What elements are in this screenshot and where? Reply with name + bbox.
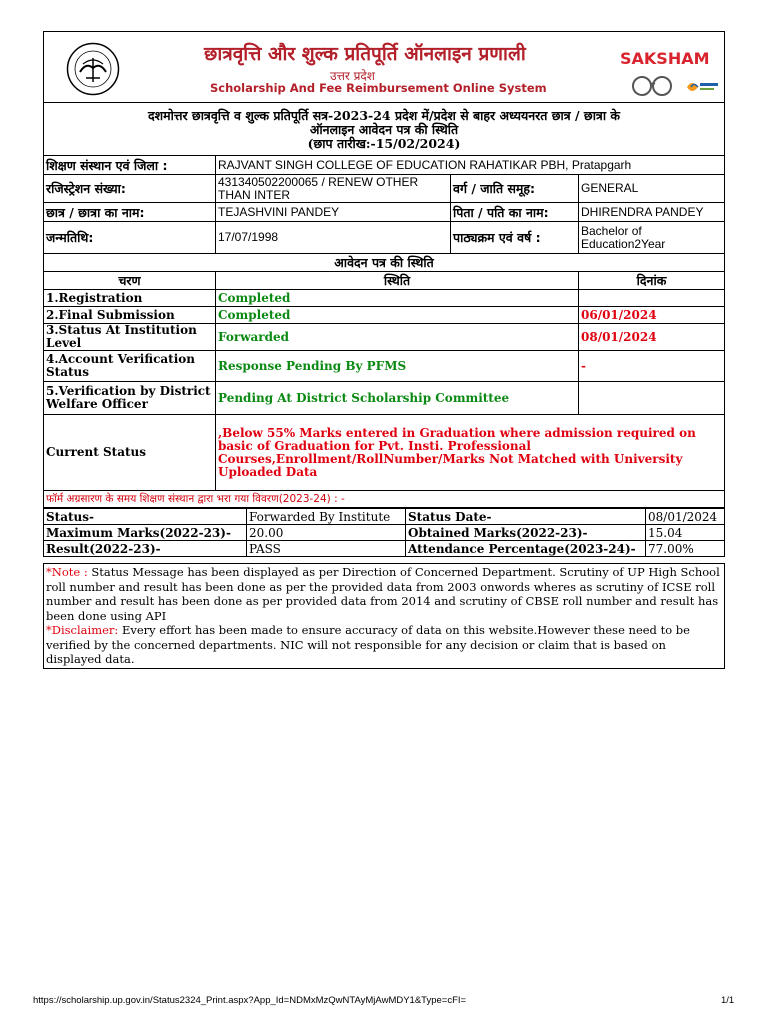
student-name-label: छात्र / छात्रा का नाम: (44, 203, 216, 222)
table-row (44, 324, 725, 351)
course-label: पाठ्यक्रम एवं वर्ष : (451, 222, 579, 254)
page-header (43, 31, 725, 102)
status-value: Forwarded By Institute (247, 509, 406, 525)
status-date-label: Status Date- (406, 509, 646, 525)
attendance-value: 77.00% (646, 541, 725, 557)
current-status-value: ,Below 55% Marks entered in Graduation where admission required on basic of Graduation for Pvt. Insti. Professional Courses,Enrollment/RollNumber/Marks Not Matched with University Uploaded Data (216, 415, 725, 491)
status-date-value: 08/01/2024 (646, 509, 725, 525)
stage-date (579, 382, 725, 415)
print-url-footer: https://scholarship.up.gov.in/Status2324_Print.aspx?App_Id=NDMxMzQwNTAyMjAwMDY1&Type=cFI= (33, 995, 467, 1006)
table-row (44, 541, 725, 557)
application-status-heading (43, 102, 725, 155)
stage-status: Completed (216, 290, 579, 307)
stage-label: 5.Verification by District Welfare Officer (44, 382, 216, 415)
column-header-date: दिनांक (579, 272, 725, 290)
table-row (44, 272, 725, 290)
heading-line-2: ऑनलाइन आवेदन पत्र की स्थिति (309, 122, 459, 137)
header-title-hindi: छात्रवृत्ति और शुल्क प्रतिपूर्ति ऑनलाइन प्रणाली (204, 43, 526, 65)
status-section-title: आवेदन पत्र की स्थिति (44, 254, 725, 272)
stage-date: 08/01/2024 (579, 324, 725, 351)
institute-label: शिक्षण संस्थान एवं जिला : (44, 156, 216, 175)
table-row (44, 307, 725, 324)
table-row (44, 290, 725, 307)
document-frame (43, 31, 725, 669)
institution-details-table (43, 508, 725, 557)
father-name-value: DHIRENDRA PANDEY (579, 203, 725, 222)
obtained-marks-label: Obtained Marks(2022-23)- (406, 525, 646, 541)
table-row (44, 351, 725, 382)
heading-line-1: दशमोत्तर छात्रवृत्ति व शुल्क प्रतिपूर्ति सत्र-2023-24 प्रदेश में/प्रदेश से बाहर अध्ययनरत छात्र / छात्रा के (147, 108, 621, 123)
institute-value: RAJVANT SINGH COLLEGE OF EDUCATION RAHATIKAR PBH, Pratapgarh (216, 156, 725, 175)
disclaimer-text: Every effort has been made to ensure accuracy of data on this website.However these need to be verified by the concerned departments. NIC will not responsible for any decision or claim that is based on displayed data. (46, 623, 690, 666)
registration-value: 431340502200065 / RENEW OTHER THAN INTER (216, 175, 451, 203)
stage-date: 06/01/2024 (579, 307, 725, 324)
column-header-status: स्थिति (216, 272, 579, 290)
table-row (44, 254, 725, 272)
table-row (44, 382, 725, 415)
note-label: *Note : (46, 565, 88, 579)
table-row (44, 525, 725, 541)
notes-box (43, 563, 725, 669)
table-row (44, 175, 725, 203)
table-row (44, 156, 725, 175)
father-name-label: पिता / पति का नाम: (451, 203, 579, 222)
table-row (44, 222, 725, 254)
stage-status: Response Pending By PFMS (216, 351, 579, 382)
table-row (44, 203, 725, 222)
disclaimer-label: *Disclaimer: (46, 623, 119, 637)
result-value: PASS (247, 541, 406, 557)
category-value: GENERAL (579, 175, 725, 203)
stage-status: Completed (216, 307, 579, 324)
attendance-label: Attendance Percentage(2023-24)- (406, 541, 646, 557)
header-subtitle: Scholarship And Fee Reimbursement Online System (210, 81, 547, 95)
stage-label: 1.Registration (44, 290, 216, 307)
form-forwarding-header: फॉर्म अग्रसारण के समय शिक्षण संस्थान द्वारा भरा गया विवरण(2023-24) : - (43, 491, 725, 508)
stage-label: 4.Account Verification Status (44, 351, 216, 382)
max-marks-value: 20.00 (247, 525, 406, 541)
stage-status: Pending At District Scholarship Committee (216, 382, 579, 415)
obtained-marks-value: 15.04 (646, 525, 725, 541)
category-label: वर्ग / जाति समूह: (451, 175, 579, 203)
stage-status: Forwarded (216, 324, 579, 351)
course-value: Bachelor of Education2Year (579, 222, 725, 254)
digital-india-logo-icon (684, 77, 720, 97)
dob-value: 17/07/1998 (216, 222, 451, 254)
current-status-label: Current Status (44, 415, 216, 491)
stage-date (579, 290, 725, 307)
table-row (44, 415, 725, 491)
stage-date: - (579, 351, 725, 382)
registration-label: रजिस्ट्रेशन संख्या: (44, 175, 216, 203)
page-number: 1/1 (721, 995, 735, 1006)
student-name-value: TEJASHVINI PANDEY (216, 203, 451, 222)
status-label: Status- (44, 509, 247, 525)
stage-label: 2.Final Submission (44, 307, 216, 324)
print-date: (छाप तारीख:-15/02/2024) (307, 136, 461, 151)
header-state: उत्तर प्रदेश (330, 69, 375, 83)
max-marks-label: Maximum Marks(2022-23)- (44, 525, 247, 541)
application-details-table (43, 155, 725, 491)
column-header-stage: चरण (44, 272, 216, 290)
saksham-brand: SAKSHAM (620, 49, 710, 68)
swachh-glasses-icon (628, 72, 678, 98)
stage-label: 3.Status At Institution Level (44, 324, 216, 351)
dob-label: जन्मतिथि: (44, 222, 216, 254)
result-label: Result(2022-23)- (44, 541, 247, 557)
table-row (44, 509, 725, 525)
note-text: Status Message has been displayed as per Direction of Concerned Department. Scrutiny of UP High School roll number and result has been done as per the provided data from 2003 onwords wheres as scrutiny of ICSE roll number and result has been done as per provided data from 2014 and scrutiny of CBSE roll number and result has been done using API (46, 565, 720, 623)
up-government-emblem-icon (66, 42, 120, 96)
